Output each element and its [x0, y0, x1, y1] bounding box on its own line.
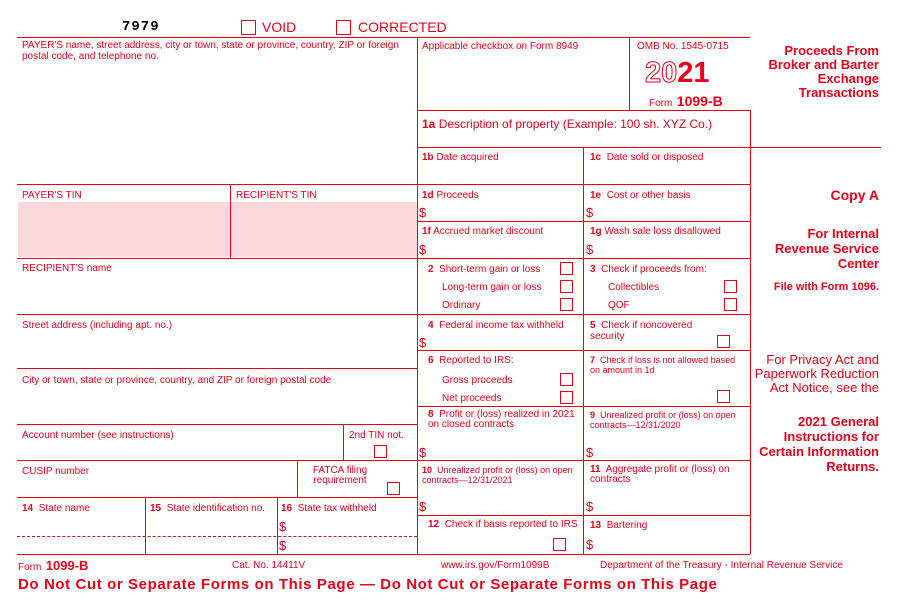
form-code: 7979: [122, 19, 160, 35]
box-2-ordinary-checkbox[interactable]: [560, 298, 573, 311]
box-15-label: 15 State identification no.: [150, 503, 266, 514]
void-checkbox[interactable]: [241, 20, 256, 35]
payer-label: PAYER'S name, street address, city or town, state or province, country, ZIP or foreign postal code, and telephone no.: [22, 40, 399, 62]
for-irs: For Internal Revenue Service Center: [774, 226, 879, 271]
general-instructions: 2021 General Instructions for Certain Information Returns.: [759, 414, 879, 474]
box-1e-label: 1e Cost or other basis: [590, 190, 691, 201]
box-1f-label: 1f Accrued market discount: [422, 226, 544, 237]
box-1a-label: 1a Description of property (Example: 100 sh. XYZ Co.): [422, 117, 713, 131]
box-12-checkbox[interactable]: [553, 538, 566, 551]
box-2-ordinary: Ordinary: [442, 300, 481, 311]
box-10-label: 10 Unrealized profit or (loss) on open contracts—12/31/2021: [422, 465, 573, 485]
box-9-label: 9 Unrealized profit or (loss) on open contracts—12/31/2020: [590, 410, 736, 430]
box-16-dollar-1: $: [279, 519, 287, 534]
second-tin-checkbox[interactable]: [374, 445, 387, 458]
box-1c-label: 1c Date sold or disposed: [590, 152, 704, 163]
box-13-dollar: $: [586, 537, 594, 552]
corrected-label: CORRECTED: [358, 19, 447, 35]
department: Department of the Treasury - Internal Revenue Service: [600, 560, 843, 571]
box-1g-dollar: $: [586, 242, 594, 257]
privacy-notice: For Privacy Act and Paperwork Reduction Act Notice, see the: [754, 352, 879, 395]
city-label: City or town, state or province, country, and ZIP or foreign postal code: [22, 375, 332, 386]
box-16-dollar-2: $: [279, 538, 287, 553]
box-9-dollar: $: [586, 445, 594, 460]
account-number-label: Account number (see instructions): [22, 430, 174, 441]
file-with-1096: File with Form 1096.: [773, 281, 879, 293]
box-10-dollar: $: [419, 499, 427, 514]
box-2-long: Long-term gain or loss: [442, 282, 542, 293]
box-8-dollar: $: [419, 445, 427, 460]
box-7-label: 7 Check if loss is not allowed based on amount in 1d: [590, 355, 736, 375]
tax-year: 2021: [645, 57, 710, 89]
irs-url: www.irs.gov/Form1099B: [441, 560, 550, 571]
box-1g-label: 1g Wash sale loss disallowed: [590, 226, 721, 237]
omb-number: OMB No. 1545-0715: [637, 41, 729, 52]
copy-a: Copy A: [830, 187, 879, 203]
box-5-label: 5 Check if noncovered security: [590, 320, 693, 342]
second-tin-label: 2nd TIN not.: [349, 430, 404, 441]
box-14-label: 14 State name: [22, 503, 90, 514]
street-label: Street address (including apt. no.): [22, 320, 173, 331]
box-6-net: Net proceeds: [442, 393, 502, 404]
box-6-gross-checkbox[interactable]: [560, 373, 573, 386]
checkbox-8949-label: Applicable checkbox on Form 8949: [422, 41, 579, 52]
box-8-label: 8 Profit or (loss) realized in 2021 on closed contracts: [428, 409, 575, 430]
recipient-name-label: RECIPIENT'S name: [22, 263, 112, 274]
form-title: Proceeds From Broker and Barter Exchange Transactions: [768, 43, 879, 100]
box-13-label: 13 Bartering: [590, 520, 648, 531]
box-16-label: 16 State tax withheld: [281, 503, 377, 514]
box-1f-dollar: $: [419, 242, 427, 257]
do-not-cut: Do Not Cut or Separate Forms on This Page — Do Not Cut or Separate Forms on This Page: [18, 576, 718, 593]
box-3-collectibles-checkbox[interactable]: [724, 280, 737, 293]
box-4-dollar: $: [419, 335, 427, 350]
box-6-net-checkbox[interactable]: [560, 391, 573, 404]
box-2-short-checkbox[interactable]: [560, 262, 573, 275]
box-7-checkbox[interactable]: [717, 390, 730, 403]
box-2-short: 2 Short-term gain or loss: [428, 264, 541, 275]
box-5-checkbox[interactable]: [717, 335, 730, 348]
cusip-label: CUSIP number: [22, 466, 90, 477]
box-3-label: 3 Check if proceeds from:: [590, 264, 707, 275]
box-2-long-checkbox[interactable]: [560, 280, 573, 293]
fatca-checkbox[interactable]: [387, 482, 400, 495]
recipient-tin-field[interactable]: [231, 202, 417, 257]
cat-number: Cat. No. 14411V: [232, 560, 306, 571]
box-3-qof: QOF: [608, 300, 630, 311]
recipient-tin-label: RECIPIENT'S TIN: [236, 190, 317, 201]
fatca-label: FATCA filing requirement: [312, 465, 368, 486]
form-label: Form 1099-B: [649, 93, 723, 109]
box-1d-dollar: $: [419, 205, 427, 220]
payer-tin-label: PAYER'S TIN: [22, 190, 82, 201]
box-1b-label: 1b Date acquired: [422, 152, 499, 163]
box-6-label: 6 Reported to IRS:: [428, 355, 514, 366]
box-6-gross: Gross proceeds: [442, 375, 513, 386]
box-12-label: 12 Check if basis reported to IRS: [428, 519, 578, 530]
box-11-dollar: $: [586, 499, 594, 514]
box-4-label: 4 Federal income tax withheld: [428, 320, 564, 331]
payer-tin-field[interactable]: [18, 202, 230, 257]
box-11-label: 11 Aggregate profit or (loss) on contracts: [590, 464, 730, 485]
void-label: VOID: [262, 19, 297, 35]
box-3-qof-checkbox[interactable]: [724, 298, 737, 311]
box-1e-dollar: $: [586, 205, 594, 220]
box-3-collectibles: Collectibles: [608, 282, 660, 293]
box-1d-label: 1d Proceeds: [422, 190, 479, 201]
footer-form: Form 1099-B: [18, 558, 89, 573]
corrected-checkbox[interactable]: [336, 20, 351, 35]
